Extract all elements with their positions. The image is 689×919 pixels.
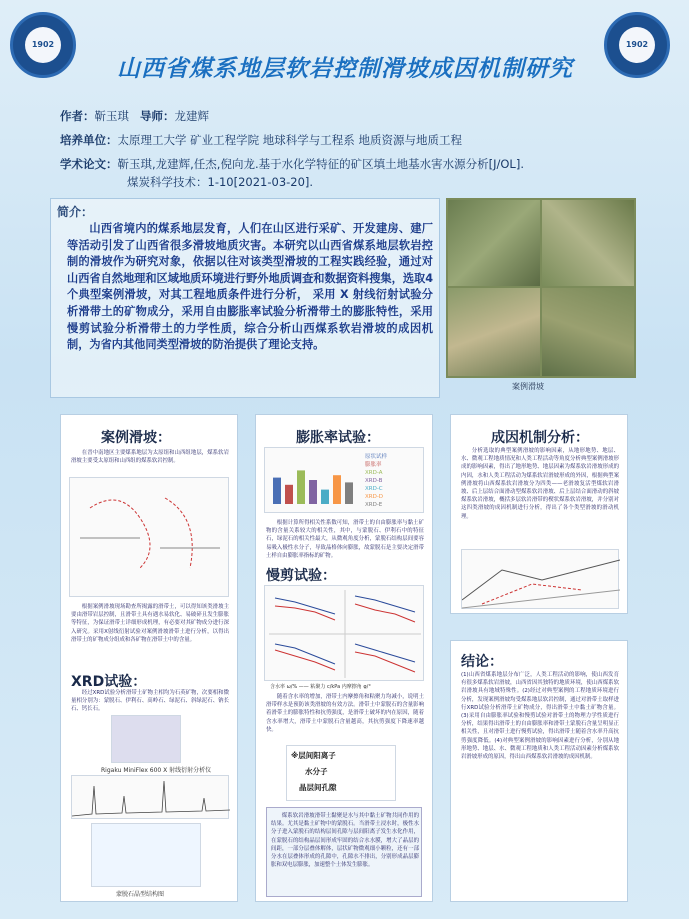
shear-caption: 含水率 ω/% —— 粘聚力 c/kPa 内摩擦角 φ/° [270, 684, 371, 690]
conclusion-panel [450, 640, 628, 902]
paper-line: 学术论文：靳玉琪,龙建辉,任杰,倪向龙.基于水化学特征的矿区填土地基水害水源分析[J/OL]. [60, 157, 524, 171]
photo-3 [448, 288, 540, 376]
shear-title: 慢剪试验： [266, 568, 336, 584]
paper-line-2: 煤炭科学技术：1-10[2021-03-20]. [127, 175, 314, 189]
conclusion-text: (1)山西省煤系地层分布广泛，人类工程活动的影响，使山西发育有很多煤系软岩滑坡，山西省因其独特的地质环境，使山西煤系软岩滑坡具有地域特殊性。(2)经过对典型案例的工程地质环境进行分析，发现案例滑坡均受煤系地层软岩控制，通过对滑带土取样进行XRD试验分析滑带土矿物成分，得出滑带土中黏土矿物含量。(3)采用自由膨胀率试验和慢剪试验对滑带土的物理力学性质进行分析，结果得出滑带土的自由膨胀率和滑带土蒙脱石含量呈明显正相关性，且对滑带土进行慢剪试验，得出滑带土随着含水率升高抗剪强度降低。(4)对典型案例滑坡的影响因素进行分析，分别从地形地势、地层、水、微观工程地质和人类工程活动因素分析煤系软岩滑坡形成的原因，得出山西煤系软岩滑坡的成因机制。 [461, 672, 619, 761]
swell-bar [297, 470, 305, 504]
conclusion-title: 结论： [461, 654, 503, 670]
swell-panel [255, 414, 433, 902]
xrd-pattern [71, 775, 229, 819]
swell-bar [321, 490, 329, 504]
case-title: 案例滑坡： [101, 430, 171, 446]
swell-legend-item: 原状试样 [365, 454, 388, 460]
page-title: 山西省煤系地层软岩控制滑坡成因机制研究 [117, 56, 573, 82]
swell-legend-item: 膨胀率 [365, 462, 382, 468]
shear-body: 随着含水率的增加，滑带土内摩擦角和粘聚力均减小，说明土滑带样水是预防该类滑坡的有效方法。滑带土中蒙脱石的含量影响着滑带土的膨胀特性和抗剪强度，是滑带土破坏的内在原因，随着含水率增大，滑带土中蒙脱石含量越高，其抗剪强度下降速率越快。 [266, 694, 424, 733]
swell-bar [333, 475, 341, 504]
landslide-photos [446, 198, 636, 378]
mechanism-body: 分析选取的典型案例滑坡的影响因素，从地形地势、地层、水、微观工程地质情况和人类工程活动等角度分析典型案例滑坡形成的影响因素，得出了地形地势、地层因素为煤系软岩滑坡形成的内因，水和人类工程活动为煤系软岩滑坡形成的外因，根据典型案例滑坡将山西煤系软岩滑坡分为四类——老滑坡复活型煤软岩滑坡、后上层结合面滑动型煤系软岩滑坡、后上层结合面滑动的斜坡煤系软岩滑坡，概括多层软岩滑带的楔状煤系软岩滑坡，并分别对这四类滑坡的成因机制进行分析，得出了各个类型滑坡的滑动机理。 [461, 448, 619, 520]
university-logo-right [604, 12, 670, 78]
swell-bar [273, 478, 281, 504]
photo-2 [542, 200, 634, 286]
tail-box [266, 807, 422, 897]
xrd-title: XRD试验： [71, 674, 147, 690]
case-panel [60, 414, 238, 902]
case-map-svg [70, 478, 230, 598]
unit: 太原理工大学 矿业工程学院 地球科学与工程系 地质资源与地质工程 [117, 133, 462, 147]
intro-text: 山西省境内的煤系地层发育，人们在山区进行采矿、开发建房、建厂等活动引发了山西省很多滑坡地质灾害。本研究以山西省煤系地层软岩控制的滑坡作为研究对象，依据以往对该类型滑坡的工程实践经验，通过对山西省自然地理和区域地质环境进行野外地质调查和数据资料搜集，选取4个典型案例滑坡，对其工程地质条件进行分析， 采用 X 射线衍射试验分析滑带土的矿物成分，采用自由膨胀率试验分析滑带土的膨胀特性，采用慢剪试验分析滑带土的力学性质，综合分析山西煤系软岩滑坡的成因机制，为省内其他同类型滑坡的防治提供了理论支持。 [67, 222, 433, 352]
mineral-structure-figure [91, 823, 201, 887]
case-body: 根据案例滑坡现场勘查所揭露的滑带土，可以得知该类滑坡主要由滑带岩层控制，且滑带土具有遇水易软化、易破碎且发生膨胀等特征，为保证滑带土详细形成机理，有必要对其矿物成分进行深入研究。采用X射线衍射试验对案例滑坡滑带土进行分析，以得出滑带土的矿物成分组成和各矿物在滑带土中的含量。 [71, 604, 229, 643]
swell-legend-item: XRD-D [365, 494, 384, 500]
mechanism-diagram-svg [462, 550, 620, 610]
university-logo-left [10, 12, 76, 78]
author-line: 作者：靳玉琪 导师：龙建辉 [60, 109, 209, 123]
swell-bar [345, 482, 353, 504]
advisor: 龙建辉 [174, 109, 209, 123]
swell-chart-svg [265, 448, 425, 514]
mechanism-title: 成因机制分析： [491, 430, 589, 446]
xrd-text: 经过XRD试验分析滑带土矿物主相均为石英矿物，次要相和微量相分别为：蒙脱石、伊利石、高岭石、绿泥石、斜绿泥石、钠长石、钙长石。 [71, 690, 229, 713]
paper-citation: 靳玉琪,龙建辉,任杰,倪向龙.基于水化学特征的矿区填土地基水害水源分析[J/OL]. [117, 157, 524, 171]
xrd-pattern-svg [72, 776, 230, 820]
case-desc: 在晋中南地区主要煤系地层为太原组和山西组地层，煤系软岩滑坡主要受太原组和山西组的煤系软岩控制。 [71, 450, 229, 465]
shear-charts-svg [265, 586, 425, 682]
diagram-label-3: 晶层间孔隙 [299, 783, 337, 792]
diagram-label-1: ※层间阳离子 [291, 751, 336, 760]
author: 靳玉琪 [94, 109, 129, 123]
swell-bar [309, 480, 317, 504]
swell-legend-item: XRD-B [365, 478, 383, 484]
mineral-layer-diagram [286, 745, 396, 801]
intro-label: 简介： [57, 205, 94, 219]
swell-legend-item: XRD-E [365, 502, 383, 508]
swell-chart [264, 447, 424, 513]
logo-year: 1902 [619, 27, 655, 63]
unit-line: 培养单位：太原理工大学 矿业工程学院 地球科学与工程系 地质资源与地质工程 [60, 133, 462, 147]
swell-legend-item: XRD-C [365, 486, 383, 492]
swell-title: 膨胀率试验： [296, 430, 380, 446]
mechanism-panel [450, 414, 628, 614]
instrument-caption: Rigaku MiniFlex 600 X 射线衍射分析仪 [101, 767, 212, 774]
mineral-caption: 蒙脱石晶型结构图 [116, 891, 165, 898]
shear-charts [264, 585, 424, 681]
xrd-instrument-photo [111, 715, 181, 763]
swell-legend-item: XRD-A [365, 470, 383, 476]
case-map-figures [69, 477, 229, 597]
mechanism-diagram [461, 549, 619, 609]
swell-body: 根据计算所得相关性系数可知，滑带土的自由膨胀率与黏土矿物的含量关系较大的相关性，其中，与蒙脱石、伊利石中的特征石，绿泥石的相关性最大，从微观角度分析，蒙脱石结构层间要容易吸入极性水分子，导致晶格体向膨胀，故蒙脱石是主要决定滑带土样自由膨胀率指标的矿物。 [266, 520, 424, 559]
photo-4 [542, 288, 634, 376]
diagram-label-2: 水分子 [305, 767, 328, 776]
photo-1 [448, 200, 540, 286]
swell-bar [285, 485, 293, 504]
logo-year: 1902 [25, 27, 61, 63]
photo-caption: 案例滑坡 [512, 382, 544, 391]
intro-section [50, 198, 440, 398]
tail-text: 煤系软岩滑坡滑带土黏聚是水与其中黏土矿物共同作用的结果。尤其是黏土矿物中的蒙脱石。当滑带土浸水时，极性水分子进入蒙脱石的结构层间孔隙与层间阳离子发生水化作用，在蒙脱石的结构晶层间形成牢固的结合水水膜，增大了晶层的间距，一部分层叠体解体，层状矿物微观细小颗粒，还有一部分水在层叠体形成的孔隙中，孔隙水不排出，分别形成晶层膨胀和双电层膨胀，加速整个土体发生膨胀。 [271, 813, 419, 869]
